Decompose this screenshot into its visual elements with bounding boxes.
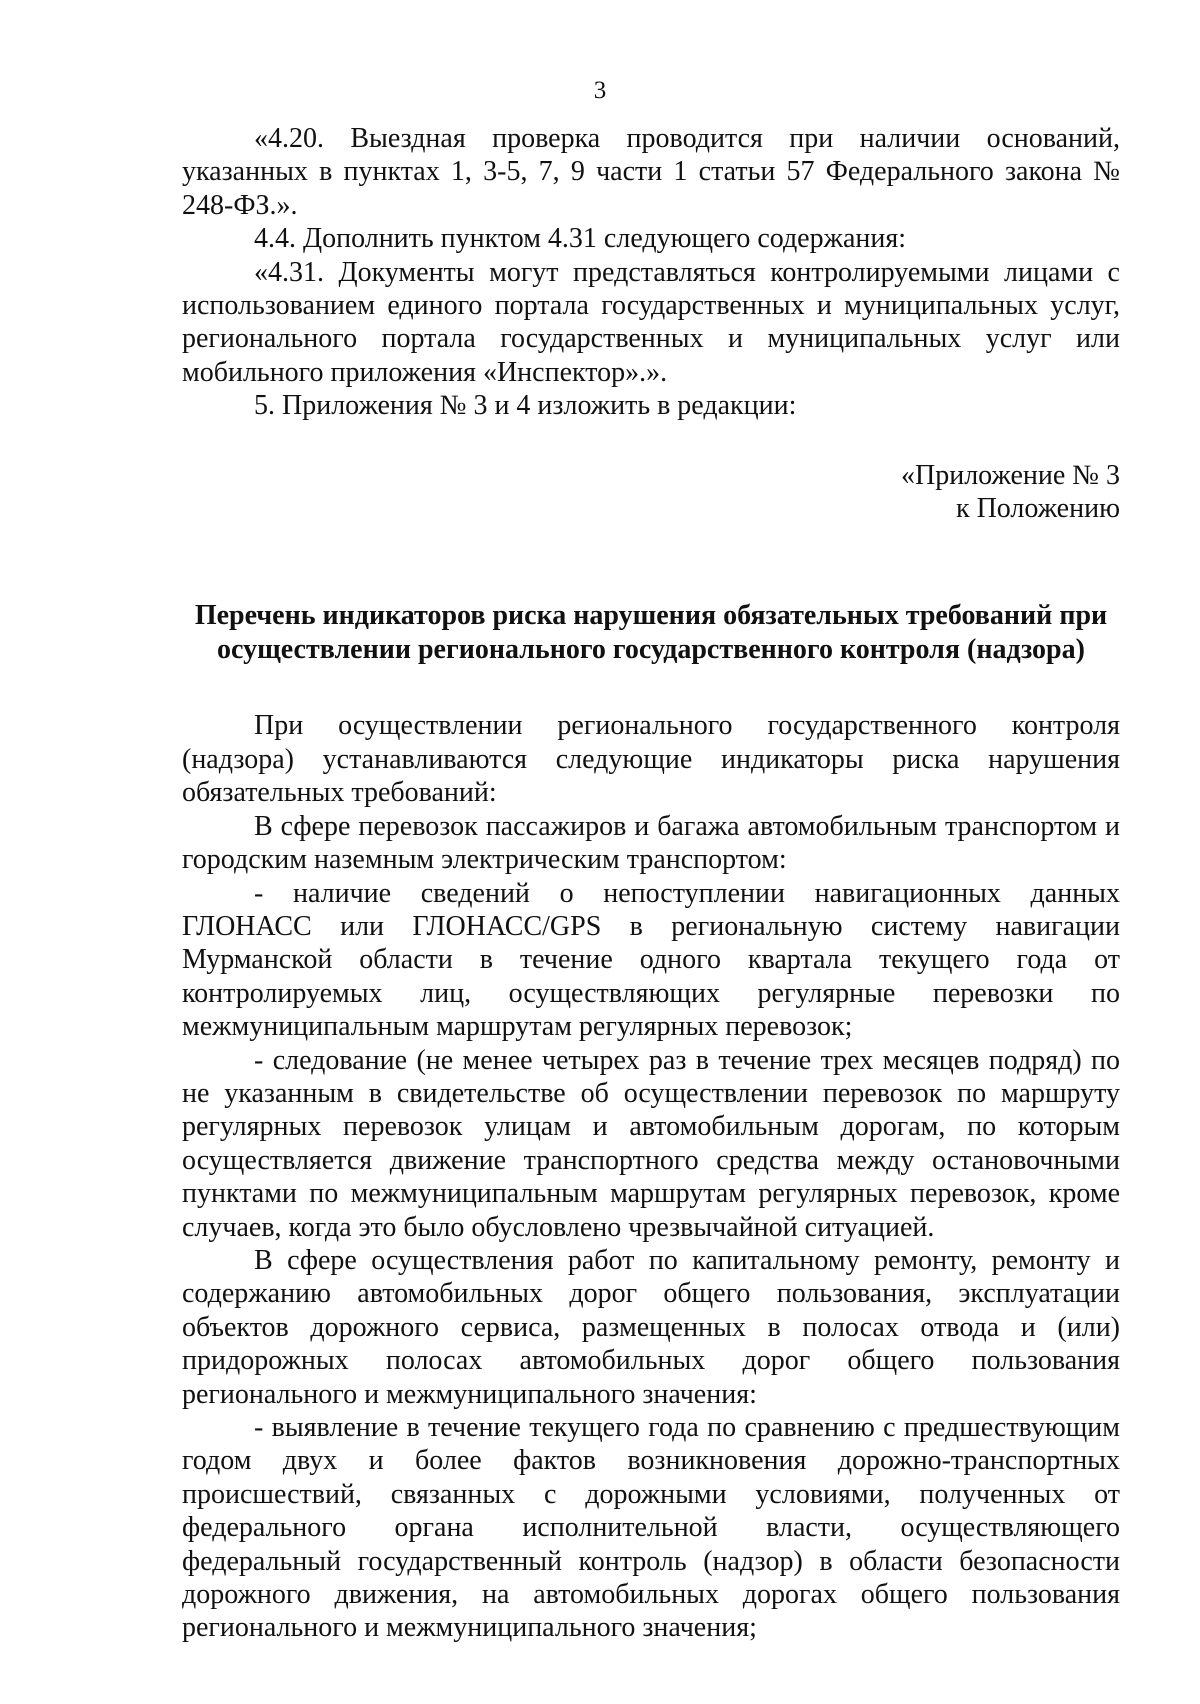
appendix-line-2: к Положению xyxy=(955,493,1120,525)
paragraph-4-31: «4.31. Документы могут представляться контролируемыми лицами с использованием единого портала государственных и муниципальных услуг, регионального портала государственных и муниципальных услуг или мобильного приложения «Инспектор».». xyxy=(182,256,1120,388)
paragraph-transport-sphere: В сфере перевозок пассажиров и багажа автомобильным транспортом и городским наземным электрическим транспортом: xyxy=(182,810,1120,876)
section-title-line-1: Перечень индикаторов риска нарушения обязательных требований при xyxy=(194,600,1108,632)
page-number: 3 xyxy=(593,77,607,104)
list-item-road-accidents: - выявление в течение текущего года по сравнению с предшествующим годом двух и более фактов возникновения дорожно-транспортных происшествий, связанных с дорожными условиями, полученных от федерального органа исполнительной власти, осуществляющего федеральный государственный контроль (надзор) в области безопасности дорожного движения, на автомобильных дорогах общего пользования регионального и межмуниципального значения; xyxy=(182,1412,1120,1644)
list-item-route-deviation: - следование (не менее четырех раз в течение трех месяцев подряд) по не указанным в свидетельстве об осуществлении перевозок по маршруту регулярных перевозок улицам и автомобильным дорогам, по которым осуществляется движение транспортного средства между остановочными пунктами по межмуниципальным маршрутам регулярных перевозок, кроме случаев, когда это было обусловлено чрезвычайной ситуацией. xyxy=(182,1044,1120,1243)
section-title-line-2: осуществлении регионального государственного контроля (надзора) xyxy=(217,634,1085,666)
document-body xyxy=(182,122,1120,1645)
paragraph-4-20: «4.20. Выездная проверка проводится при наличии оснований, указанных в пунктах 1, 3-5, 7, 9 части 1 статьи 57 Федерального закона № 248-ФЗ.». xyxy=(182,123,1120,221)
section-title xyxy=(182,599,1120,667)
appendix-line-1: «Приложение № 3 xyxy=(901,459,1120,491)
paragraph-4-4: 4.4. Дополнить пунктом 4.31 следующего содержания: xyxy=(254,223,907,255)
paragraph-5: 5. Приложения № 3 и 4 изложить в редакции: xyxy=(254,390,797,422)
list-item-glonass: - наличие сведений о непоступлении навигационных данных ГЛОНАСС или ГЛОНАСС/GPS в региональную систему навигации Мурманской области в течение одного квартала текущего года от контролируемых лиц, осуществляющих регулярные перевозки по межмуниципальным маршрутам регулярных перевозок; xyxy=(182,877,1120,1043)
paragraph-intro: При осуществлении регионального государственного контроля (надзора) устанавливаются следующие индикаторы риска нарушения обязательных требований: xyxy=(182,710,1120,809)
appendix-heading xyxy=(182,459,1120,526)
paragraph-roads-sphere: В сфере осуществления работ по капитальному ремонту, ремонту и содержанию автомобильных дорог общего пользования, эксплуатации объектов дорожного сервиса, размещенных в полосах отвода и (или) придорожных полосах автомобильных дорог общего пользования регионального и межмуниципального значения: xyxy=(182,1244,1120,1410)
